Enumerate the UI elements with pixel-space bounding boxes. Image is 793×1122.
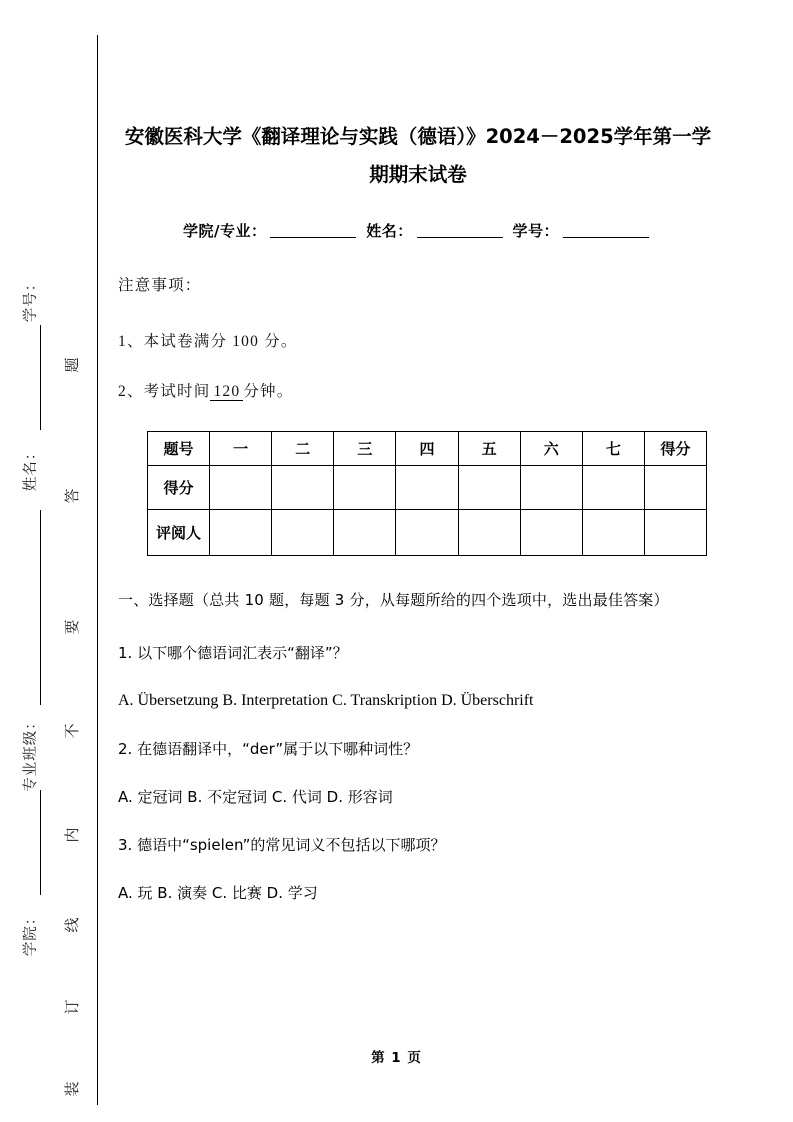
question-stem-2: 2. 在德语翻译中，“der”属于以下哪种词性？ [118,740,419,758]
seal-char-3: 不 [65,723,81,739]
score-table-cell[interactable] [644,510,706,556]
name-blank[interactable] [417,222,503,238]
seal-char-0: 题 [65,357,81,373]
score-table-row-label: 题号 [148,432,210,466]
seal-rule-1 [40,325,41,430]
seal-char-2: 要 [65,619,81,635]
score-table-cell: 三 [334,432,396,466]
seal-border-line [97,35,98,1105]
table-row [148,510,707,556]
score-table-cell[interactable] [582,466,644,510]
score-table-cell[interactable] [520,510,582,556]
score-table-cell[interactable] [582,510,644,556]
score-table-cell[interactable] [458,510,520,556]
notice-item-2-prefix: 2、考试时间 [118,383,211,400]
seal-label-class: 专业班级： [23,714,39,792]
college-major-label: 学院/专业： [183,222,267,240]
score-table-cell[interactable] [334,466,396,510]
exam-duration-value: 120 [210,383,243,401]
score-table [147,431,707,556]
seal-label-college: 学院： [23,909,39,957]
student-id-label: 学号： [512,222,559,240]
score-table-cell[interactable] [334,510,396,556]
identity-line [118,220,718,241]
question-stem-1: 1. 以下哪个德语词汇表示“翻译”？ [118,644,348,662]
seal-char-6: 订 [65,999,81,1015]
question-options-3[interactable]: A. 玩 B. 演奏 C. 比赛 D. 学习 [118,884,318,902]
notice-item-1: 1、本试卷满分 100 分。 [118,333,298,350]
score-table-cell: 五 [458,432,520,466]
seal-rule-2 [40,510,41,705]
question-options-1[interactable]: A. Übersetzung B. Interpretation C. Transkription D. Überschrift [118,692,534,709]
score-table-cell[interactable] [272,466,334,510]
score-table-cell[interactable] [272,510,334,556]
seal-char-7: 装 [65,1081,81,1097]
score-table-cell: 七 [582,432,644,466]
notice-item-2-suffix: 分钟。 [243,383,294,400]
score-table-cell[interactable] [520,466,582,510]
notice-heading: 注意事项： [118,277,202,294]
seal-label-name: 姓名： [23,444,39,492]
seal-label-student-id: 学号： [23,275,39,323]
seal-char-5: 线 [65,917,81,933]
question-options-2[interactable]: A. 定冠词 B. 不定冠词 C. 代词 D. 形容词 [118,788,393,806]
question-stem-3: 3. 德语中“spielen”的常见词义不包括以下哪项？ [118,836,446,854]
college-major-blank[interactable] [270,222,356,238]
score-table-cell[interactable] [210,510,272,556]
score-table-cell: 六 [520,432,582,466]
seal-char-4: 内 [65,827,81,843]
score-table-cell[interactable] [396,466,458,510]
score-table-cell[interactable] [644,466,706,510]
page-footer: 第 1 页 [371,1050,422,1066]
score-table-cell: 一 [210,432,272,466]
score-table-cell: 四 [396,432,458,466]
table-row [148,466,707,510]
seal-line-strip [0,0,110,1122]
score-table-cell[interactable] [210,466,272,510]
score-table-cell[interactable] [458,466,520,510]
score-table-row-label: 得分 [148,466,210,510]
score-table-cell: 二 [272,432,334,466]
seal-rule-3 [40,790,41,895]
score-table-cell: 得分 [644,432,706,466]
content-column [118,0,718,906]
section-heading: 一、选择题（总共 10 题，每题 3 分，从每题所给的四个选项中，选出最佳答案） [118,591,669,609]
score-table-cell[interactable] [396,510,458,556]
seal-char-1: 答 [65,488,81,504]
page-title: 安徽医科大学《翻译理论与实践（德语）》2024－2025学年第一学期期末试卷 [124,125,712,186]
table-row [148,432,707,466]
notice-item-2 [118,379,718,401]
score-table-row-label: 评阅人 [148,510,210,556]
name-label: 姓名： [366,222,413,240]
student-id-blank[interactable] [563,222,649,238]
